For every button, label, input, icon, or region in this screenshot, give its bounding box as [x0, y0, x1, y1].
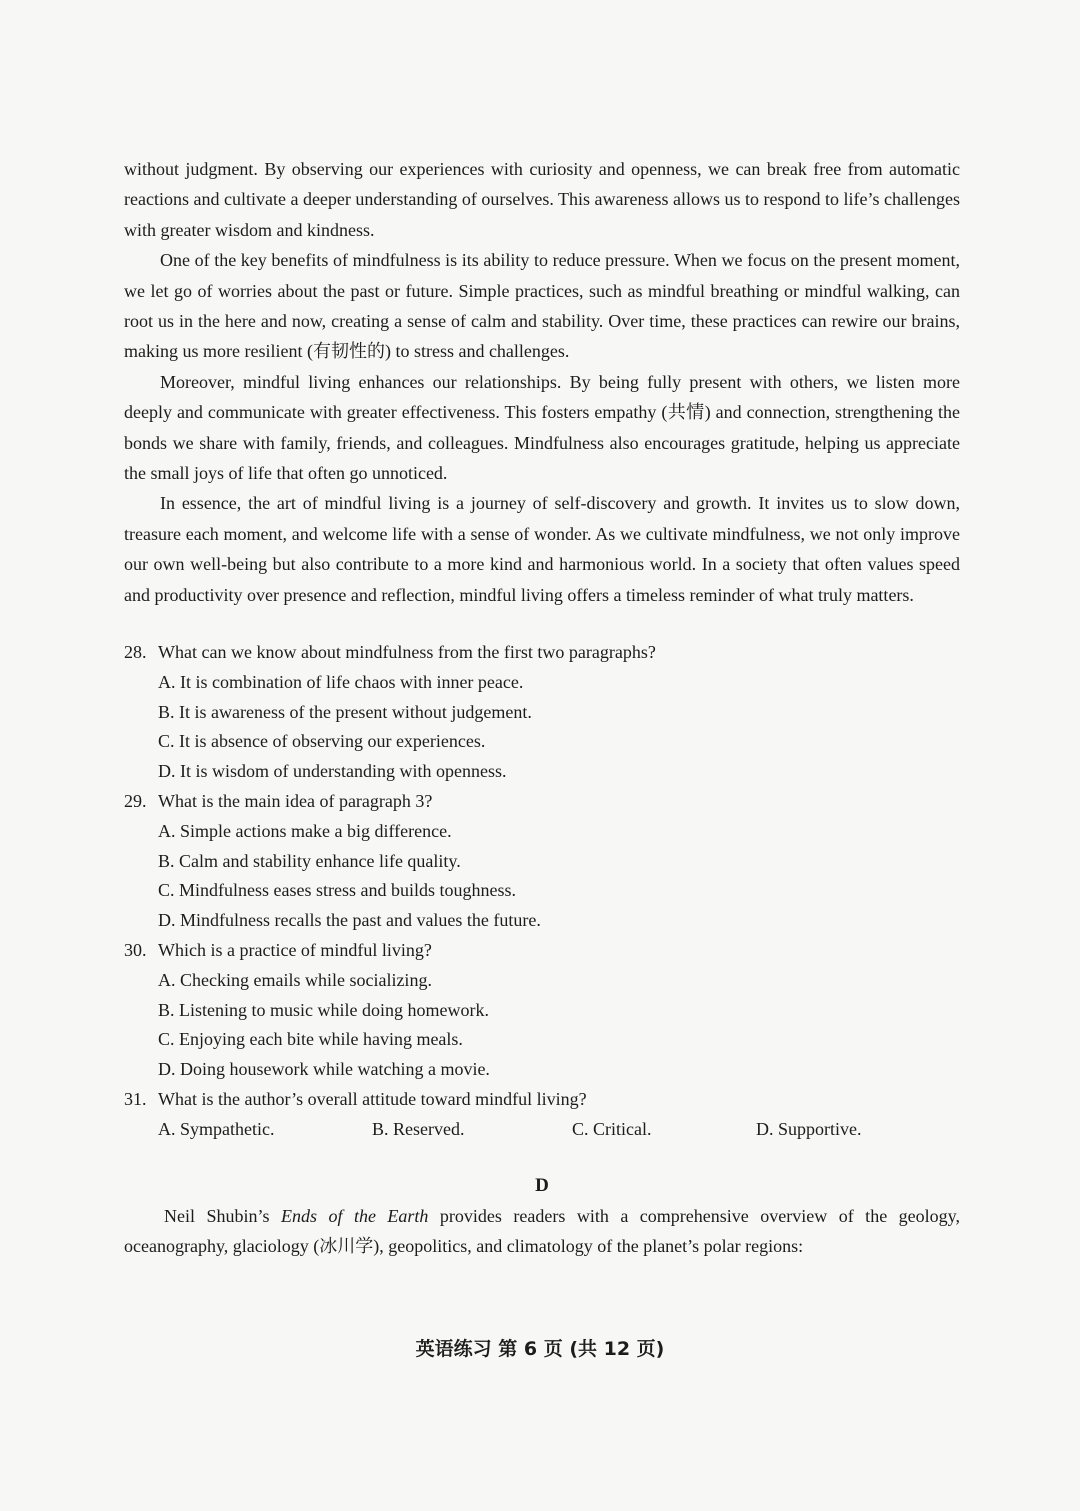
- option-b: B. Listening to music while doing homework.: [158, 999, 489, 1020]
- passage-c: [124, 154, 960, 610]
- option-d: D. Doing housework while watching a movie.: [158, 1059, 490, 1080]
- option-c: C. Mindfulness eases stress and builds toughness.: [158, 880, 516, 901]
- option-a: A. It is combination of life chaos with inner peace.: [158, 671, 524, 692]
- question-30: [124, 936, 960, 1085]
- question-number: 28.: [124, 642, 147, 663]
- passage-d: [124, 1201, 960, 1262]
- passage-c-paragraph-3: Moreover, mindful living enhances our relationships. By being fully present with others, we listen more deeply and communicate with greater effectiveness. This fosters empathy (共情) and connection, strengthening the bonds we share with family, friends, and colleagues. Mindfulness also encourages gratitude, helping us appreciate the small joys of life that often go unnoticed.: [124, 371, 960, 484]
- option-a: A. Sympathetic.: [158, 1118, 275, 1139]
- page-footer: 英语练习 第 6 页 (共 12 页): [415, 1338, 665, 1360]
- question-number: 30.: [124, 940, 147, 961]
- option-row: [124, 1115, 960, 1145]
- question-stem: What is the main idea of paragraph 3?: [158, 791, 433, 812]
- section-d-title: D: [535, 1174, 549, 1196]
- option-c: C. It is absence of observing our experiences.: [158, 731, 486, 752]
- question-29: [124, 787, 960, 936]
- book-title: Ends of the Earth: [280, 1205, 429, 1226]
- question-stem: What can we know about mindfulness from the first two paragraphs?: [158, 642, 656, 663]
- passage-c-paragraph-1: without judgment. By observing our experiences with curiosity and openness, we can break free from automatic reactions and cultivate a deeper understanding of ourselves. This awareness allows us to respond to life’s challenges with greater wisdom and kindness.: [124, 159, 960, 240]
- option-a: A. Simple actions make a big difference.: [158, 820, 452, 841]
- question-stem: What is the author’s overall attitude toward mindful living?: [158, 1089, 587, 1110]
- option-c: C. Enjoying each bite while having meals.: [158, 1029, 463, 1050]
- option-c: C. Critical.: [572, 1118, 652, 1139]
- option-a: A. Checking emails while socializing.: [158, 969, 432, 990]
- question-list: [124, 638, 960, 1145]
- option-d: D. Mindfulness recalls the past and values the future.: [158, 910, 541, 931]
- intro-author: Neil Shubin’s: [164, 1205, 281, 1226]
- exam-page: [124, 154, 960, 1261]
- option-b: B. Reserved.: [372, 1118, 465, 1139]
- question-31: [124, 1085, 960, 1145]
- option-b: B. It is awareness of the present without judgement.: [158, 701, 532, 722]
- option-b: B. Calm and stability enhance life quality.: [158, 850, 461, 871]
- option-d: D. It is wisdom of understanding with openness.: [158, 761, 507, 782]
- question-28: [124, 638, 960, 787]
- question-number: 29.: [124, 791, 147, 812]
- passage-c-paragraph-4: In essence, the art of mindful living is a journey of self-discovery and growth. It invites us to slow down, treasure each moment, and welcome life with a sense of wonder. As we cultivate mindfulness, we not only improve our own well-being but also contribute to a more kind and harmonious world. In a society that often values speed and productivity over presence and reflection, mindful living offers a timeless reminder of what truly matters.: [124, 493, 960, 605]
- passage-d-paragraph-1: [124, 1201, 960, 1262]
- option-d: D. Supportive.: [756, 1118, 862, 1139]
- question-number: 31.: [124, 1089, 147, 1110]
- intro-rest: provides readers with a comprehensive overview of the geology, oceanography, glaciology (冰川学), geopolitics, and climatology of the planet’s polar regions:: [124, 1205, 960, 1257]
- passage-c-paragraph-2: One of the key benefits of mindfulness is its ability to reduce pressure. When we focus on the present moment, we let go of worries about the past or future. Simple practices, such as mindful breathing or mindful walking, can root us in the here and now, creating a sense of calm and stability. Over time, these practices can rewire our brains, making us more resilient (有韧性的) to stress and challenges.: [124, 250, 960, 362]
- question-stem: Which is a practice of mindful living?: [158, 940, 432, 961]
